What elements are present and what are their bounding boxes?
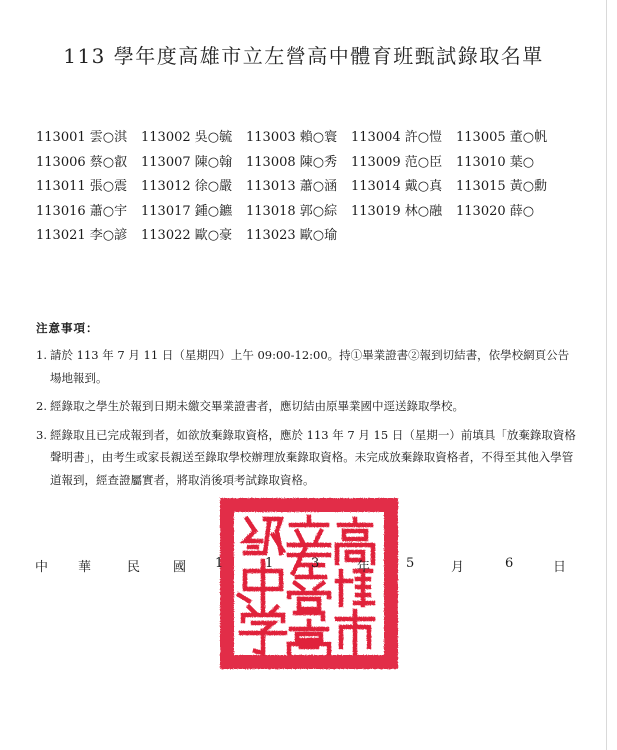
list-row [36,224,596,249]
list-entry: 113019 林○融 [351,203,443,219]
note-item [36,424,576,492]
list-entry: 113010 葉○ [456,154,535,170]
list-entry: 113022 歐○豪 [141,228,233,243]
list-entry: 113018 郭○綜 [246,203,338,219]
list-entry: 113005 董○帆 [456,130,548,145]
list-entry: 113003 賴○寰 [246,130,338,145]
date-char: 5 [406,556,415,571]
list-entry: 113012 徐○嚴 [141,179,233,194]
date-char: 華 [78,560,92,575]
list-entry: 113006 蔡○叡 [36,154,128,170]
note-item [36,395,576,418]
list-entry: 113009 范○臣 [351,154,443,170]
list-entry: 113020 薛○ [456,203,535,219]
date-char: 6 [505,556,514,571]
list-row [36,151,596,176]
note-text: 經錄取且已完成報到者，如欲放棄錄取資格，應於 113 年 7 月 15 日（星期一）前填具「放棄錄取資格聲明書」，由考生或家長親送至錄取學校辦理放棄錄取資格。未完成放棄錄取資格者，不得至其他入學管道報到，經查證屬實者，將取消後項考試錄取資格。 [50,427,576,487]
note-number: 2. [36,399,47,413]
page-title: 113 學年度高雄市立左營高中體育班甄試錄取名單 [63,44,544,68]
list-entry: 113013 蕭○涵 [246,179,338,194]
notes-list [36,344,576,497]
date-char: 1 [265,556,274,571]
list-entry: 113023 歐○瑜 [246,228,338,243]
list-entry: 113014 戴○真 [351,179,443,194]
date-char: 1 [215,556,224,571]
list-entry: 113016 蕭○宇 [36,203,128,219]
date-char: 中 [35,560,49,575]
note-text: 請於 113 年 7 月 11 日（星期四）上午 09:00-12:00。持①畢業證書②報到切結書，依學校網頁公告場地報到。 [50,348,570,385]
date-line [35,556,575,578]
list-entry: 113007 陳○翰 [141,154,233,170]
list-entry: 113008 陳○秀 [246,154,338,170]
list-entry: 113011 張○震 [36,179,128,194]
list-entry: 113017 鍾○鑣 [141,203,233,219]
list-row [36,200,596,225]
notes-heading: 注意事項： [36,321,99,335]
list-row [36,175,596,200]
date-char: 3 [311,556,320,571]
list-row [36,126,596,151]
admitted-list [36,126,596,249]
list-entry: 113021 李○諺 [36,228,128,243]
list-entry: 113004 許○愷 [351,130,443,145]
date-char: 民 [127,560,141,575]
note-number: 3. [36,427,47,442]
date-char: 年 [357,560,371,575]
list-entry: 113002 吳○毓 [141,130,233,145]
date-char: 日 [553,560,567,575]
official-seal [219,497,399,670]
date-char: 月 [451,560,465,575]
note-item [36,344,576,389]
note-text: 經錄取之學生於報到日期未繳交畢業證書者，應切結由原畢業國中逕送錄取學校。 [50,399,464,413]
note-number: 1. [36,348,47,362]
list-entry: 113001 雲○淇 [36,130,128,145]
list-entry: 113015 黃○勳 [456,179,548,194]
date-char: 國 [173,560,187,575]
